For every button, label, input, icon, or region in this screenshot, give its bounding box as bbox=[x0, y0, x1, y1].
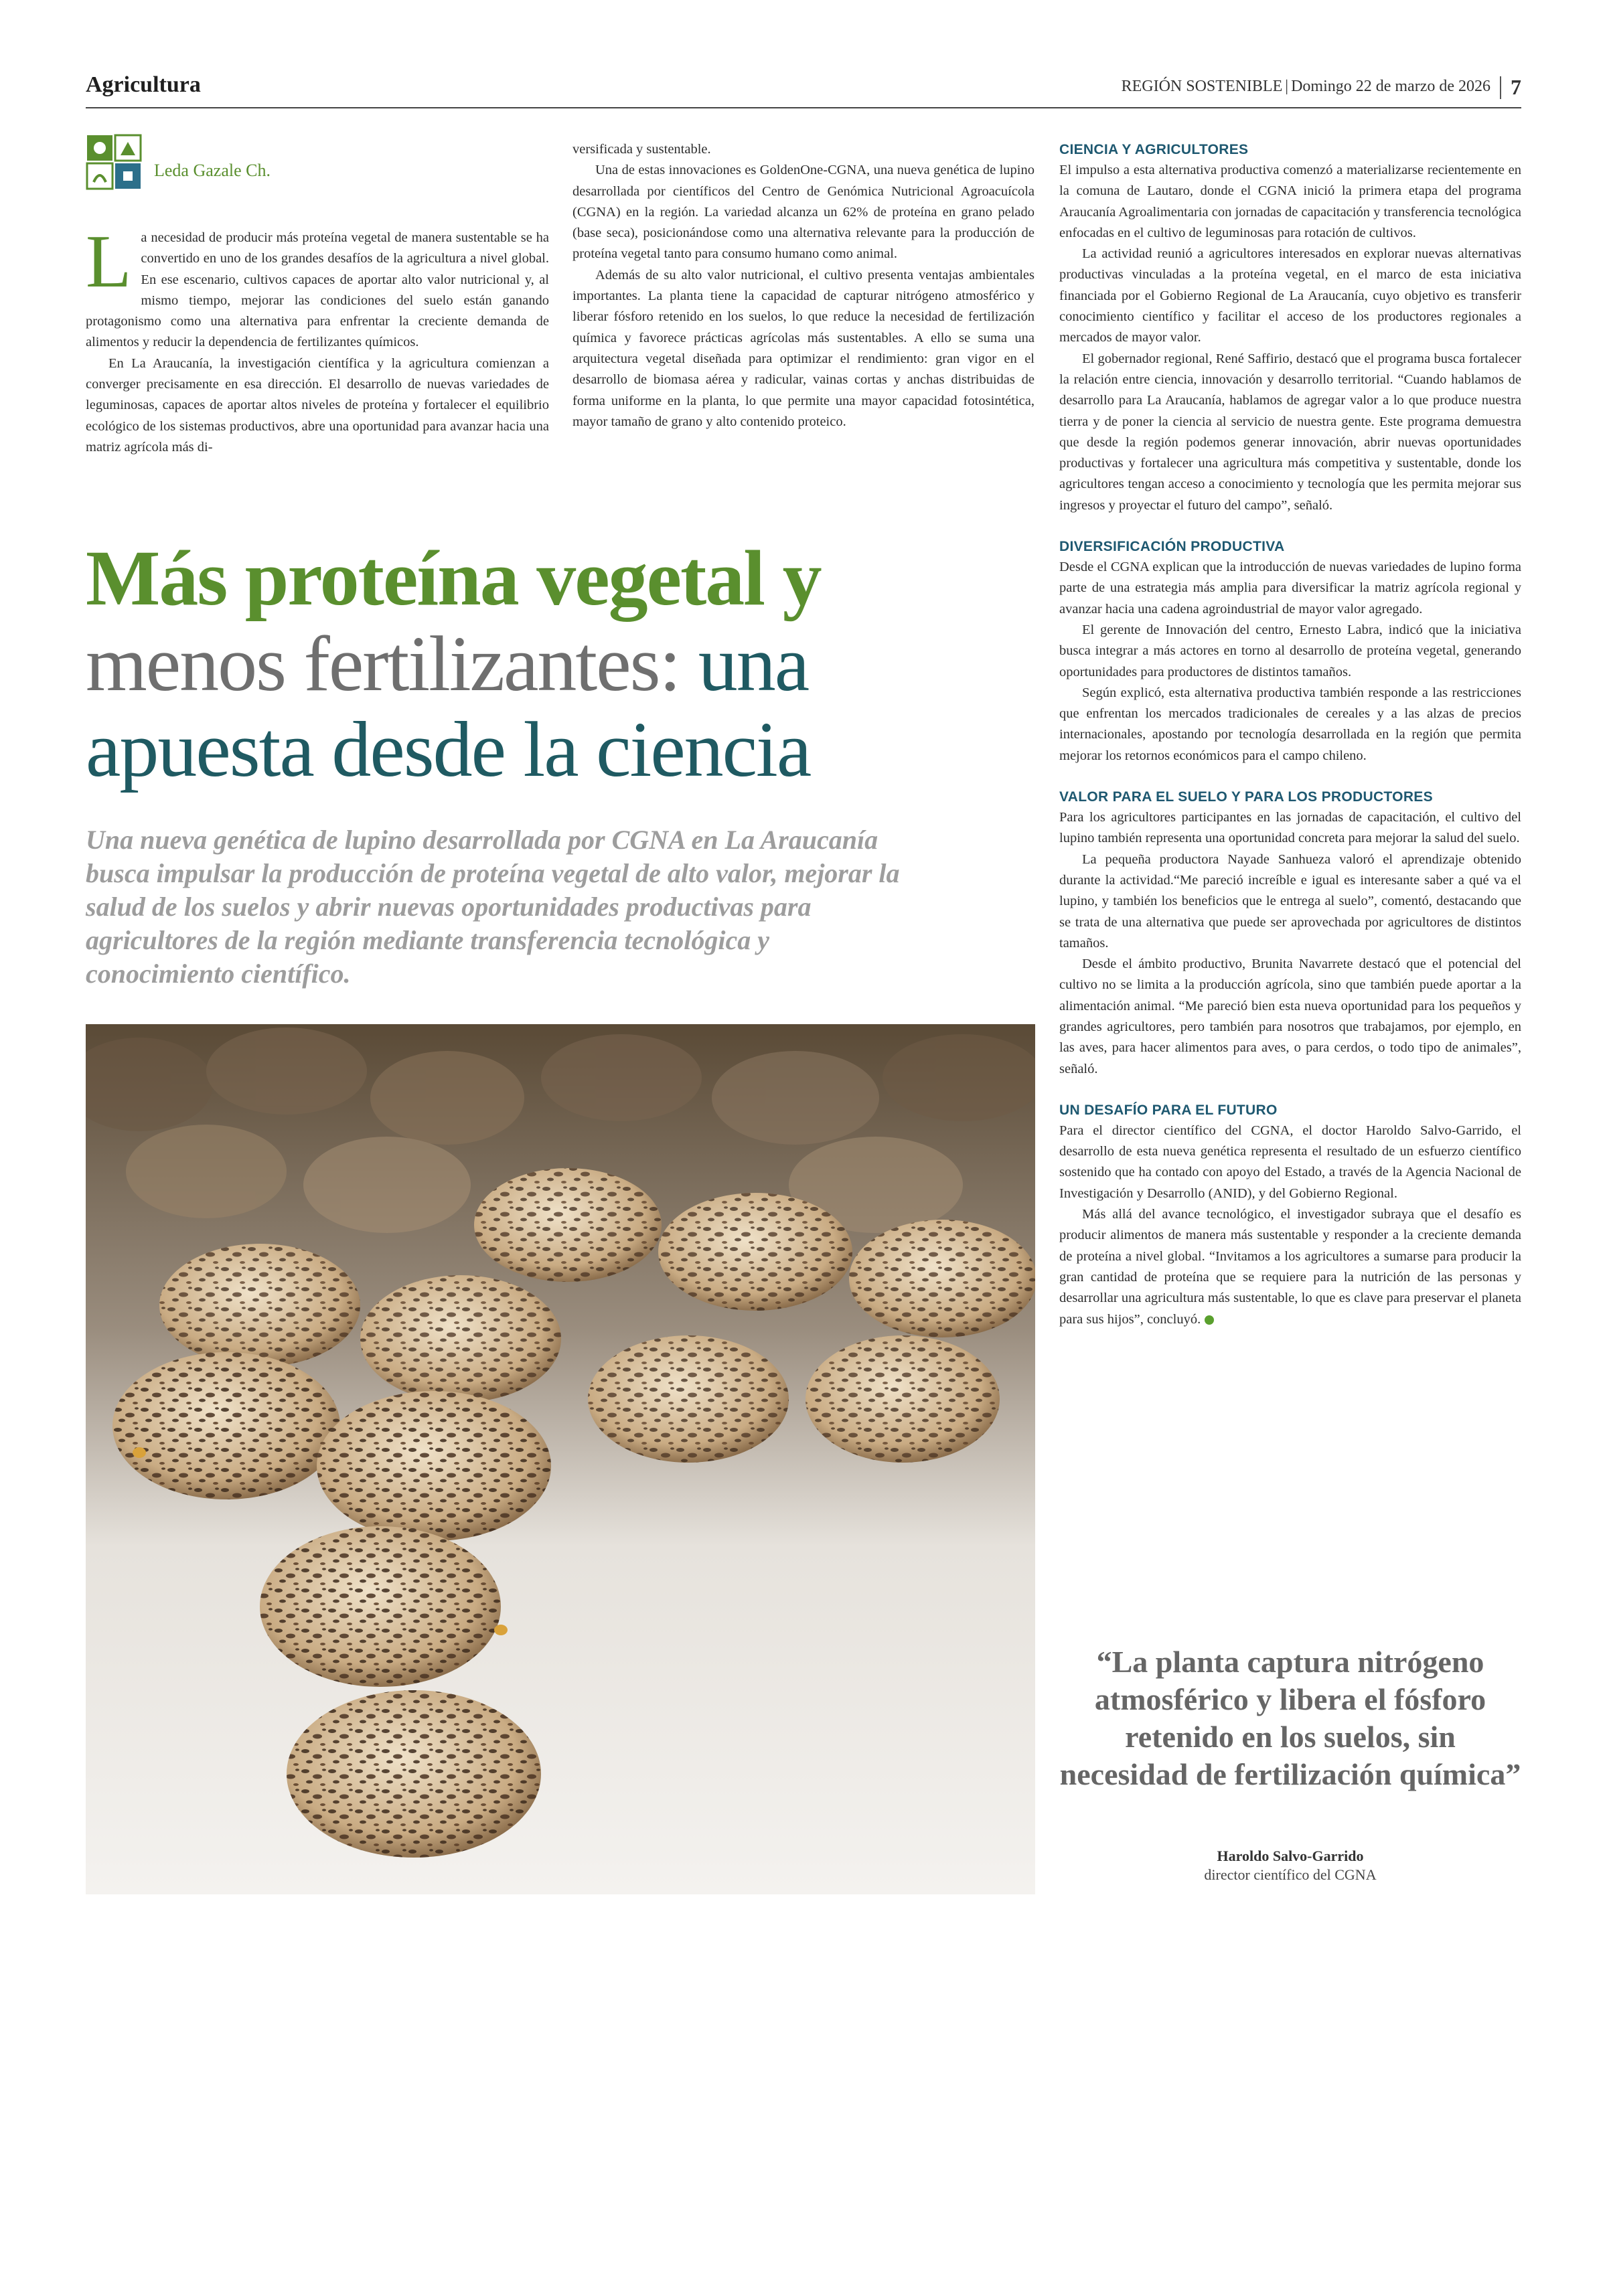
header-rule bbox=[86, 107, 1521, 108]
section-title: Agricultura bbox=[86, 72, 201, 97]
paragraph: El gerente de Innovación del centro, Ernesto Labra, indicó que la iniciativa busca integrar a más actores en torno al desarrollo de proteína vegetal, generando oportunidades para productores de distintos tamaños. bbox=[1059, 622, 1521, 679]
paragraph: Una de estas innovaciones es GoldenOne-CGNA, una nueva genética de lupino desarrollada por científicos del Centro de Genómica Nutricional Agroacuícola (CGNA) en la región. La variedad alcanza un 62% de proteína en grano pelado (base seca), posicionándose como una alternativa relevante para la producción de proteína vegetal tanto para consumo humano como animal. bbox=[572, 163, 1035, 262]
article-column-2 bbox=[572, 139, 1035, 432]
paragraph: Para los agricultores participantes en las jornadas de capacitación, el cultivo del lupino también representa una oportunidad concreta para mejorar la salud del suelo. bbox=[1059, 810, 1521, 846]
region-logo-icon bbox=[86, 134, 142, 190]
page-number: 7 bbox=[1511, 75, 1521, 99]
end-mark-icon bbox=[1205, 1315, 1214, 1325]
paragraph: Además de su alto valor nutricional, el cultivo presenta ventajas ambientales importantes. La planta tiene la capacidad de capturar nitrógeno atmosférico y liberar fósforo retenido en los suelos, lo que reduce la necesidad de fertilización química y favorece prácticas agrícolas más sustentables. A ello se suma una arquitectura vegetal diseñada para optimizar el rendimiento: gran vigor en el desarrollo de biomasa aérea y radicular, vainas cortas y anchas distribuidas de forma uniforme en la planta, lo que permite una mayor capacidad fotosintética, mayor tamaño de grano y alto contenido proteico. bbox=[572, 267, 1035, 429]
header-divider bbox=[1500, 76, 1501, 99]
paragraph-final: Más allá del avance tecnológico, el investigador subraya que el desafío es producir alimentos de manera más sustentable y responder a la creciente demanda de proteína a nivel global. “Invitamos a los agricultores a sumarse para producir la gran cantidad de proteína que se requiere para la nutrición de las personas y desarrollar una agricultura más sustentable, lo que es clave para preservar el planeta para sus hijos”, concluyó. bbox=[1059, 1207, 1521, 1327]
deck-subtitle: Una nueva genética de lupino desarrollada por CGNA en La Araucanía busca impulsar la producción de proteína vegetal de alto valor, mejorar la salud de los suelos y abrir nuevas oportunidades productivas para agricultores de la región mediante transferencia tecnológica y conocimiento científico. bbox=[86, 825, 900, 989]
pull-quote: “La planta captura nitrógeno atmosférico y libera el fósforo retenido en los suelos, sin necesidad de fertilización química” bbox=[1059, 1645, 1521, 1791]
paragraph: Desde el CGNA explican que la introducción de nuevas variedades de lupino forma parte de una estrategia más amplia para diversificar la matriz agrícola regional y avanzar hacia una cadena agroindustrial de mayor valor agregado. bbox=[1059, 560, 1521, 617]
headline-line-2: menos fertilizantes: una bbox=[86, 620, 809, 708]
paragraph: El gobernador regional, René Saffirio, destacó que el programa busca fortalecer la relación entre ciencia, innovación y desarrollo territorial. “Cuando hablamos de desarrollo para La Araucanía, hablamos de agregar valor a lo que produce nuestra tierra y de poner la ciencia al servicio de nuestra gente. Este programa demuestra que desde la región podemos generar innovación, abrir nuevas oportunidades productivas y fortalecer una agricultura más competitiva y sustentable, donde los agricultores tengan acceso a conocimiento y tecnología que les permita mejorar sus ingresos y proyectar el futuro del campo”, señaló. bbox=[1059, 351, 1521, 513]
lupin-beans-photo bbox=[86, 1024, 1035, 1894]
paragraph: Desde el ámbito productivo, Brunita Navarrete destacó que el potencial del cultivo no se limita a la producción agrícola, sino que también puede aportar a la alimentación animal. “Me pareció bien esta nueva oportunidad para los pequeños y grandes agricultores, pero también para nosotros que trabajamos, por ejemplo, en las aves, para hacer alimentos para aves, o para cerdos, o todo tipo de animales”, señaló. bbox=[1059, 957, 1521, 1076]
header-meta: REGIÓN SOSTENIBLE | Domingo 22 de marzo de 2026 7 bbox=[1121, 75, 1521, 99]
pull-quote-role: director científico del CGNA bbox=[1204, 1866, 1377, 1883]
pull-quote-author: Haroldo Salvo-Garrido bbox=[1217, 1848, 1364, 1864]
paragraph: Para el director científico del CGNA, el doctor Haroldo Salvo-Garrido, el desarrollo de esta nueva genética representa el resultado de un esfuerzo científico sostenido que ha contado con apoyo del Estado, a través de la Agencia Nacional de Investigación y Desarrollo (ANID), y del Gobierno Regional. bbox=[1059, 1123, 1521, 1201]
subhead-ciencia: CIENCIA Y AGRICULTORES bbox=[1059, 142, 1249, 157]
article-column-1 bbox=[86, 220, 549, 458]
subhead-desafio: UN DESAFÍO PARA EL FUTURO bbox=[1059, 1102, 1278, 1118]
intro-paragraph bbox=[86, 220, 549, 353]
paragraph: La actividad reunió a agricultores interesados en explorar nuevas alternativas productivas vinculadas a la proteína vegetal, en el marco de esta iniciativa financiada por el Gobierno Regional de La Araucanía, cuyo objetivo es transferir conocimiento científico y facilitar el acceso de los productores regionales a mercados de mayor valor. bbox=[1059, 246, 1521, 345]
paragraph: La pequeña productora Nayade Sanhueza valoró el aprendizaje obtenido durante la actividad.“Me pareció increíble e igual es interesante saber a qué va el lupino, y también los beneficios que le entrega al suelo”, comentó, destacando que se trata de una alternativa que puede ser aprovechada por agricultores de distintos tamaños. bbox=[1059, 851, 1521, 951]
publication-name: REGIÓN SOSTENIBLE bbox=[1121, 78, 1283, 96]
headline bbox=[86, 536, 916, 793]
subhead-valor-suelo: VALOR PARA EL SUELO Y PARA LOS PRODUCTORES bbox=[1059, 789, 1433, 805]
paragraph: Según explicó, esta alternativa productiva también responde a las restricciones que enfrentan los mercados tradicionales de cereales y a las alzas de precios internacionales, apostando por tecnología desarrollada en la región que permita mejorar los retornos económicos para el campo chileno. bbox=[1059, 685, 1521, 763]
drop-cap: L bbox=[86, 220, 132, 303]
intro-text: a necesidad de producir más proteína vegetal de manera sustentable se ha convertido en uno de los grandes desafíos de la agricultura a nivel global. En ese escenario, cultivos capaces de aportar alto valor nutricional y, al mismo tiempo, mejorar las condiciones del suelo están ganando protagonismo como una alternativa para enfrentar la creciente demanda de alimentos y reducir la dependencia de fertilizantes químicos. bbox=[86, 230, 549, 350]
paragraph: versificada y sustentable. bbox=[572, 142, 711, 157]
headline-line-1: Más proteína vegetal y bbox=[86, 534, 821, 622]
issue-date: Domingo 22 de marzo de 2026 bbox=[1291, 78, 1490, 96]
subhead-diversificacion: DIVERSIFICACIÓN PRODUCTIVA bbox=[1059, 539, 1285, 555]
paragraph: En La Araucanía, la investigación científica y la agricultura comienzan a converger precisamente en esa dirección. El desarrollo de nuevas variedades de leguminosas, capaces de aportar altos niveles de proteína y fortalecer el equilibrio ecológico de los sistemas productivos, abre una oportunidad para avanzar hacia una matriz agrícola más di- bbox=[86, 355, 549, 455]
byline: Leda Gazale Ch. bbox=[154, 161, 271, 180]
paragraph: El impulso a esta alternativa productiva comenzó a materializarse recientemente en la comuna de Lautaro, donde el CGNA inició la primera etapa del programa Araucanía Agroalimentaria con jornadas de capacitación y transferencia tecnológica enfocadas en el cultivo de leguminosas para rotación de cultivos. bbox=[1059, 163, 1521, 240]
headline-line-3: apuesta desde la ciencia bbox=[86, 706, 811, 793]
article-column-3 bbox=[1059, 139, 1521, 1330]
